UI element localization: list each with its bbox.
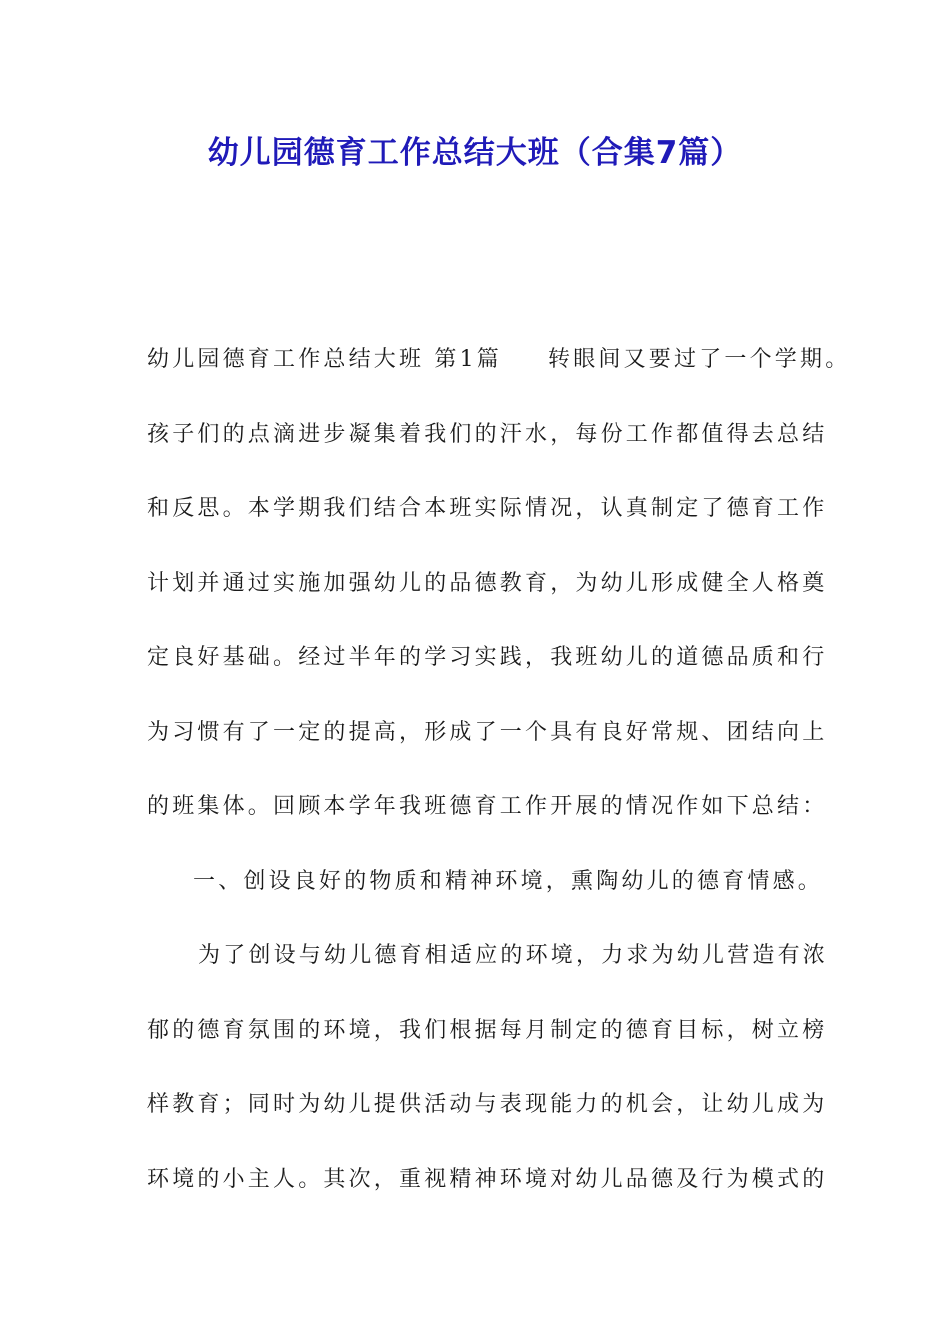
paragraph-line: 的班集体。回顾本学年我班德育工作开展的情况作如下总结：: [147, 794, 828, 819]
document-title: 幼儿园德育工作总结大班（合集7篇）: [207, 135, 743, 171]
paragraph-line: 为了创设与幼儿德育相适应的环境，力求为幼儿营造有浓: [198, 943, 829, 968]
paragraph-line: 计划并通过实施加强幼儿的品德教育，为幼儿形成健全人格奠: [147, 571, 828, 596]
section-heading: 一、创设良好的物质和精神环境，熏陶幼儿的德育情感。: [193, 869, 824, 894]
paragraph-line: 郁的德育氛围的环境，我们根据每月制定的德育目标，树立榜: [147, 1018, 828, 1043]
paragraph-line: 为习惯有了一定的提高，形成了一个具有良好常规、团结向上: [147, 720, 828, 745]
paragraph-line: 样教育；同时为幼儿提供活动与表现能力的机会，让幼儿成为: [147, 1092, 828, 1117]
first-line: [147, 345, 851, 375]
chapter-heading: 幼儿园德育工作总结大班 第1篇: [147, 347, 502, 372]
paragraph-line: 和反思。本学期我们结合本班实际情况，认真制定了德育工作: [147, 496, 828, 521]
first-line-text: 转眼间又要过了一个学期。: [548, 347, 851, 372]
paragraph-line: 定良好基础。经过半年的学习实践，我班幼儿的道德品质和行: [147, 645, 828, 670]
paragraph-line: 孩子们的点滴进步凝集着我们的汗水，每份工作都值得去总结: [147, 422, 828, 447]
paragraph-line: 环境的小主人。其次，重视精神环境对幼儿品德及行为模式的: [147, 1167, 828, 1192]
